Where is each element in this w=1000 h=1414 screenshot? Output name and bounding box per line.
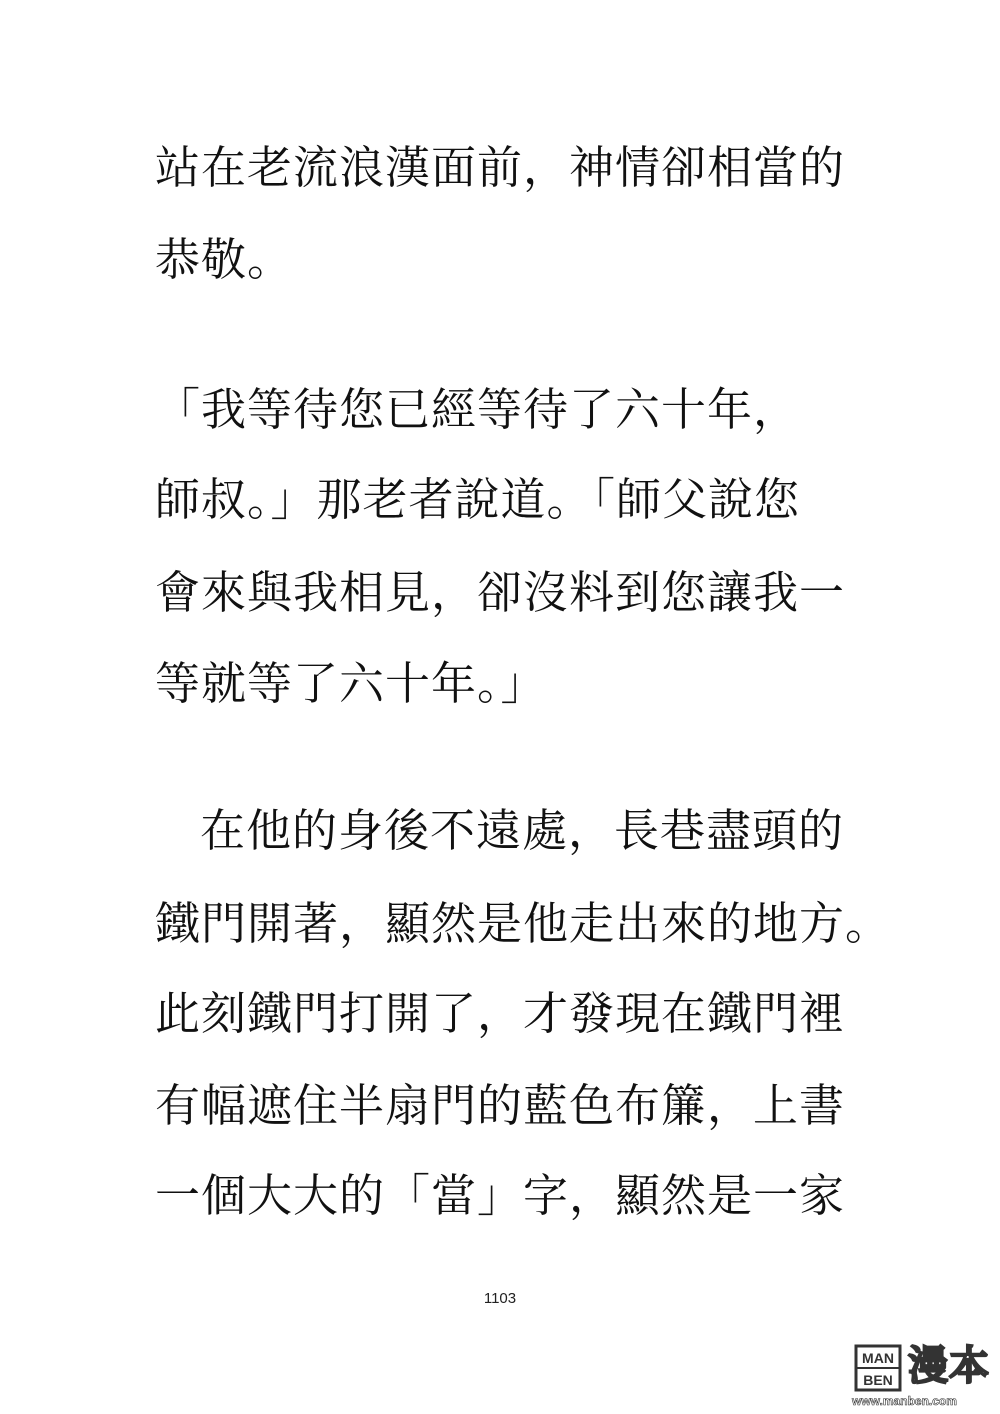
text-line: 會來與我相見，卻沒料到您讓我一 xyxy=(155,566,846,619)
brand-url: www.manben.com xyxy=(852,1394,957,1408)
text-line: 等就等了六十年。」 xyxy=(155,657,547,710)
text-line: 站在老流浪漢面前，神情卻相當的 xyxy=(155,141,846,194)
manben-logo-icon xyxy=(854,1344,902,1392)
text-line: 一個大大的「當」字，顯然是一家 xyxy=(155,1169,846,1222)
text-line: 鐵門開著，顯然是他走出來的地方。 xyxy=(155,897,892,950)
logo-text-top: MAN xyxy=(862,1350,894,1366)
text-line: 「我等待您已經等待了六十年， xyxy=(155,383,800,436)
text-line: 有幅遮住半扇門的藍色布簾，上書 xyxy=(155,1079,846,1132)
text-line: 此刻鐵門打開了，才發現在鐵門裡 xyxy=(155,987,846,1040)
text-line: 在他的身後不遠處，長巷盡頭的 xyxy=(200,804,845,857)
text-line: 師叔。」那老者說道。「師父說您 xyxy=(155,473,801,526)
brand-name: 漫本 xyxy=(908,1343,990,1389)
logo-text-bottom: BEN xyxy=(863,1372,893,1388)
manben-watermark xyxy=(848,1344,994,1410)
page-number: 1103 xyxy=(483,1290,517,1307)
text-line: 恭敬。 xyxy=(155,233,294,286)
